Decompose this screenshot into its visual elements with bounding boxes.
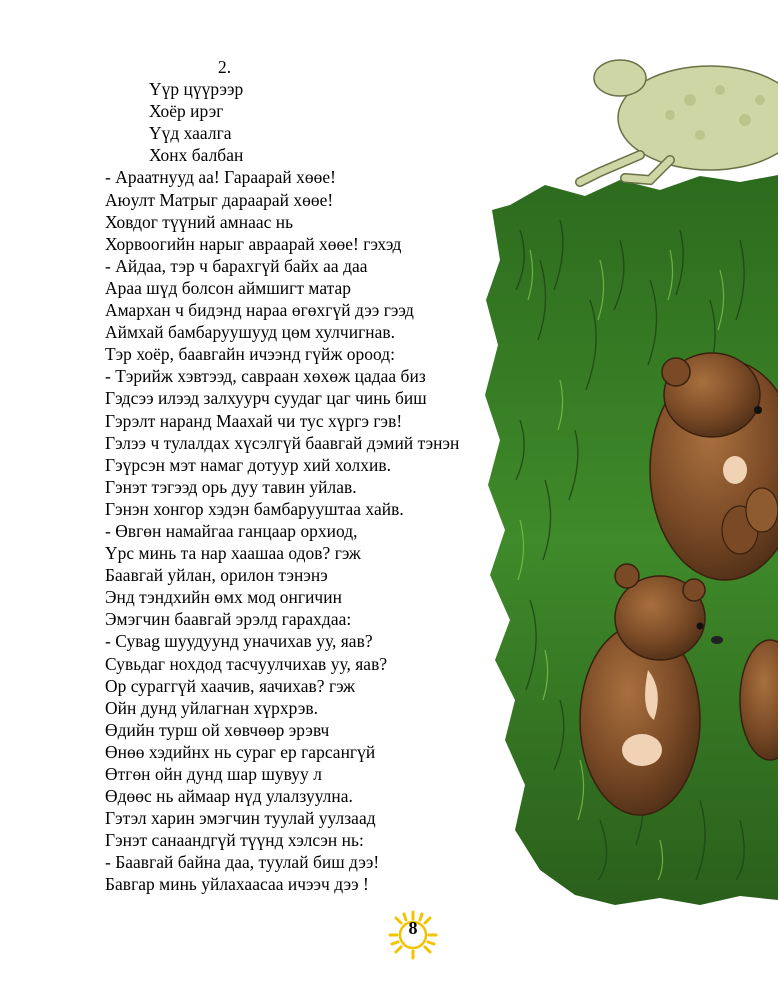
poem-line: Аймхай бамбаруушууд цөм хулчигнав. [105, 322, 396, 343]
poem-line: Гэдсээ илээд залхуурч суудаг цаг чинь биш [105, 388, 427, 409]
poem-line: Энд тэндхийн өмх мод онгичин [105, 587, 342, 608]
poem-line: Өтгөн ойн дунд шар шувуу л [105, 764, 322, 784]
poem-line: - Баавгай байна даа, туулай биш дээ! [105, 852, 380, 873]
poem-line: Бавгар минь уйлахаасаа ичээч дээ ! [105, 874, 369, 895]
poem-line: Амархан ч бидэнд нараа өгөхгүй дээ гээд [105, 300, 414, 321]
poem-line: - Араатнууд аа! Гараарай хөөе! [105, 167, 336, 188]
poem-line: Тэр хоёр, баавгайн ичээнд гүйж ороод: [105, 344, 396, 365]
poem-line: Сувьдаг нохдод тасчуулчихав уу, яав? [105, 653, 388, 674]
poem-line: Өнөө хэдийнх нь сураг ер гарсангүй [105, 741, 376, 762]
poem-line: Ор сураггүй хаачив, яачихав? гэж [105, 675, 356, 696]
poem-line: Гэнэт тэгээд орь дуу тавин уйлав. [105, 476, 357, 497]
stanza-line: Үүд хаалга [149, 123, 232, 144]
poem-line: Гэтэл харин эмэгчин туулай уулзаад [105, 808, 376, 829]
stanza-line: Хоёр ирэг [149, 101, 224, 122]
stanza-line: Үүр цүүрээр [149, 79, 244, 100]
page-number: 8 [408, 918, 418, 938]
poem-line: Баавгай уйлан, орилон тэнэнэ [105, 565, 328, 586]
poem-line: - Сувag шуудуунд унaчихав уу, яав? [105, 631, 373, 652]
poem-line: Өдөөс нь аймаар нүд улалзуулна. [105, 786, 353, 807]
verse-number: 2. [218, 57, 232, 77]
lamb-figure [580, 60, 778, 182]
poem-line: Ховдог түүний амнаас нь [105, 211, 294, 232]
poem-line: Гэнэт санаандгүй түүнд хэлсэн нь: [105, 830, 364, 851]
poem-line: - Айдаа, тэр ч барахгүй байх аа даа [105, 255, 368, 276]
poem-line: Гэүрсэн мэт намаг дотуур хий холхив. [105, 454, 392, 475]
stanza-line: Хонх балбан [149, 145, 244, 166]
poem-line: Аюулт Матрыг дараарай хөөе! [105, 189, 334, 210]
poem-line: Хорвоогийн нарыг авраарай хөөе! гэхэд [105, 233, 402, 254]
poem-line: Гэрэлт наранд Маахай чи тус хүргэ гэв! [105, 410, 403, 431]
poem-line: Өдийн турш ой хөвчөөр эрэвч [105, 719, 330, 740]
poem-line: Араа шүд болсон аймшигт матар [105, 277, 352, 298]
poem-line: Гэнэн хонгор хэдэн бамбарууштаа хайв. [105, 498, 404, 519]
poem-text [105, 56, 459, 896]
poem-line: - Тэрийж хэвтээд, савраан хөхөж цадаа биз [105, 366, 426, 387]
poem-line: Эмэгчин баавгай эрэлд гарахдаа: [105, 609, 352, 630]
poem-line: Үрс минь та нар хаашаа одов? гэж [105, 543, 361, 564]
poem-line: - Өвгөн намайгаа ганцаар орхиод, [105, 520, 358, 541]
poem-line: Гэлээ ч тулалдах хүсэлгүй баавгай дэмий тэнэн [105, 432, 460, 453]
poem-line: Ойн дунд уйлагнан хүрхрэв. [105, 697, 319, 718]
